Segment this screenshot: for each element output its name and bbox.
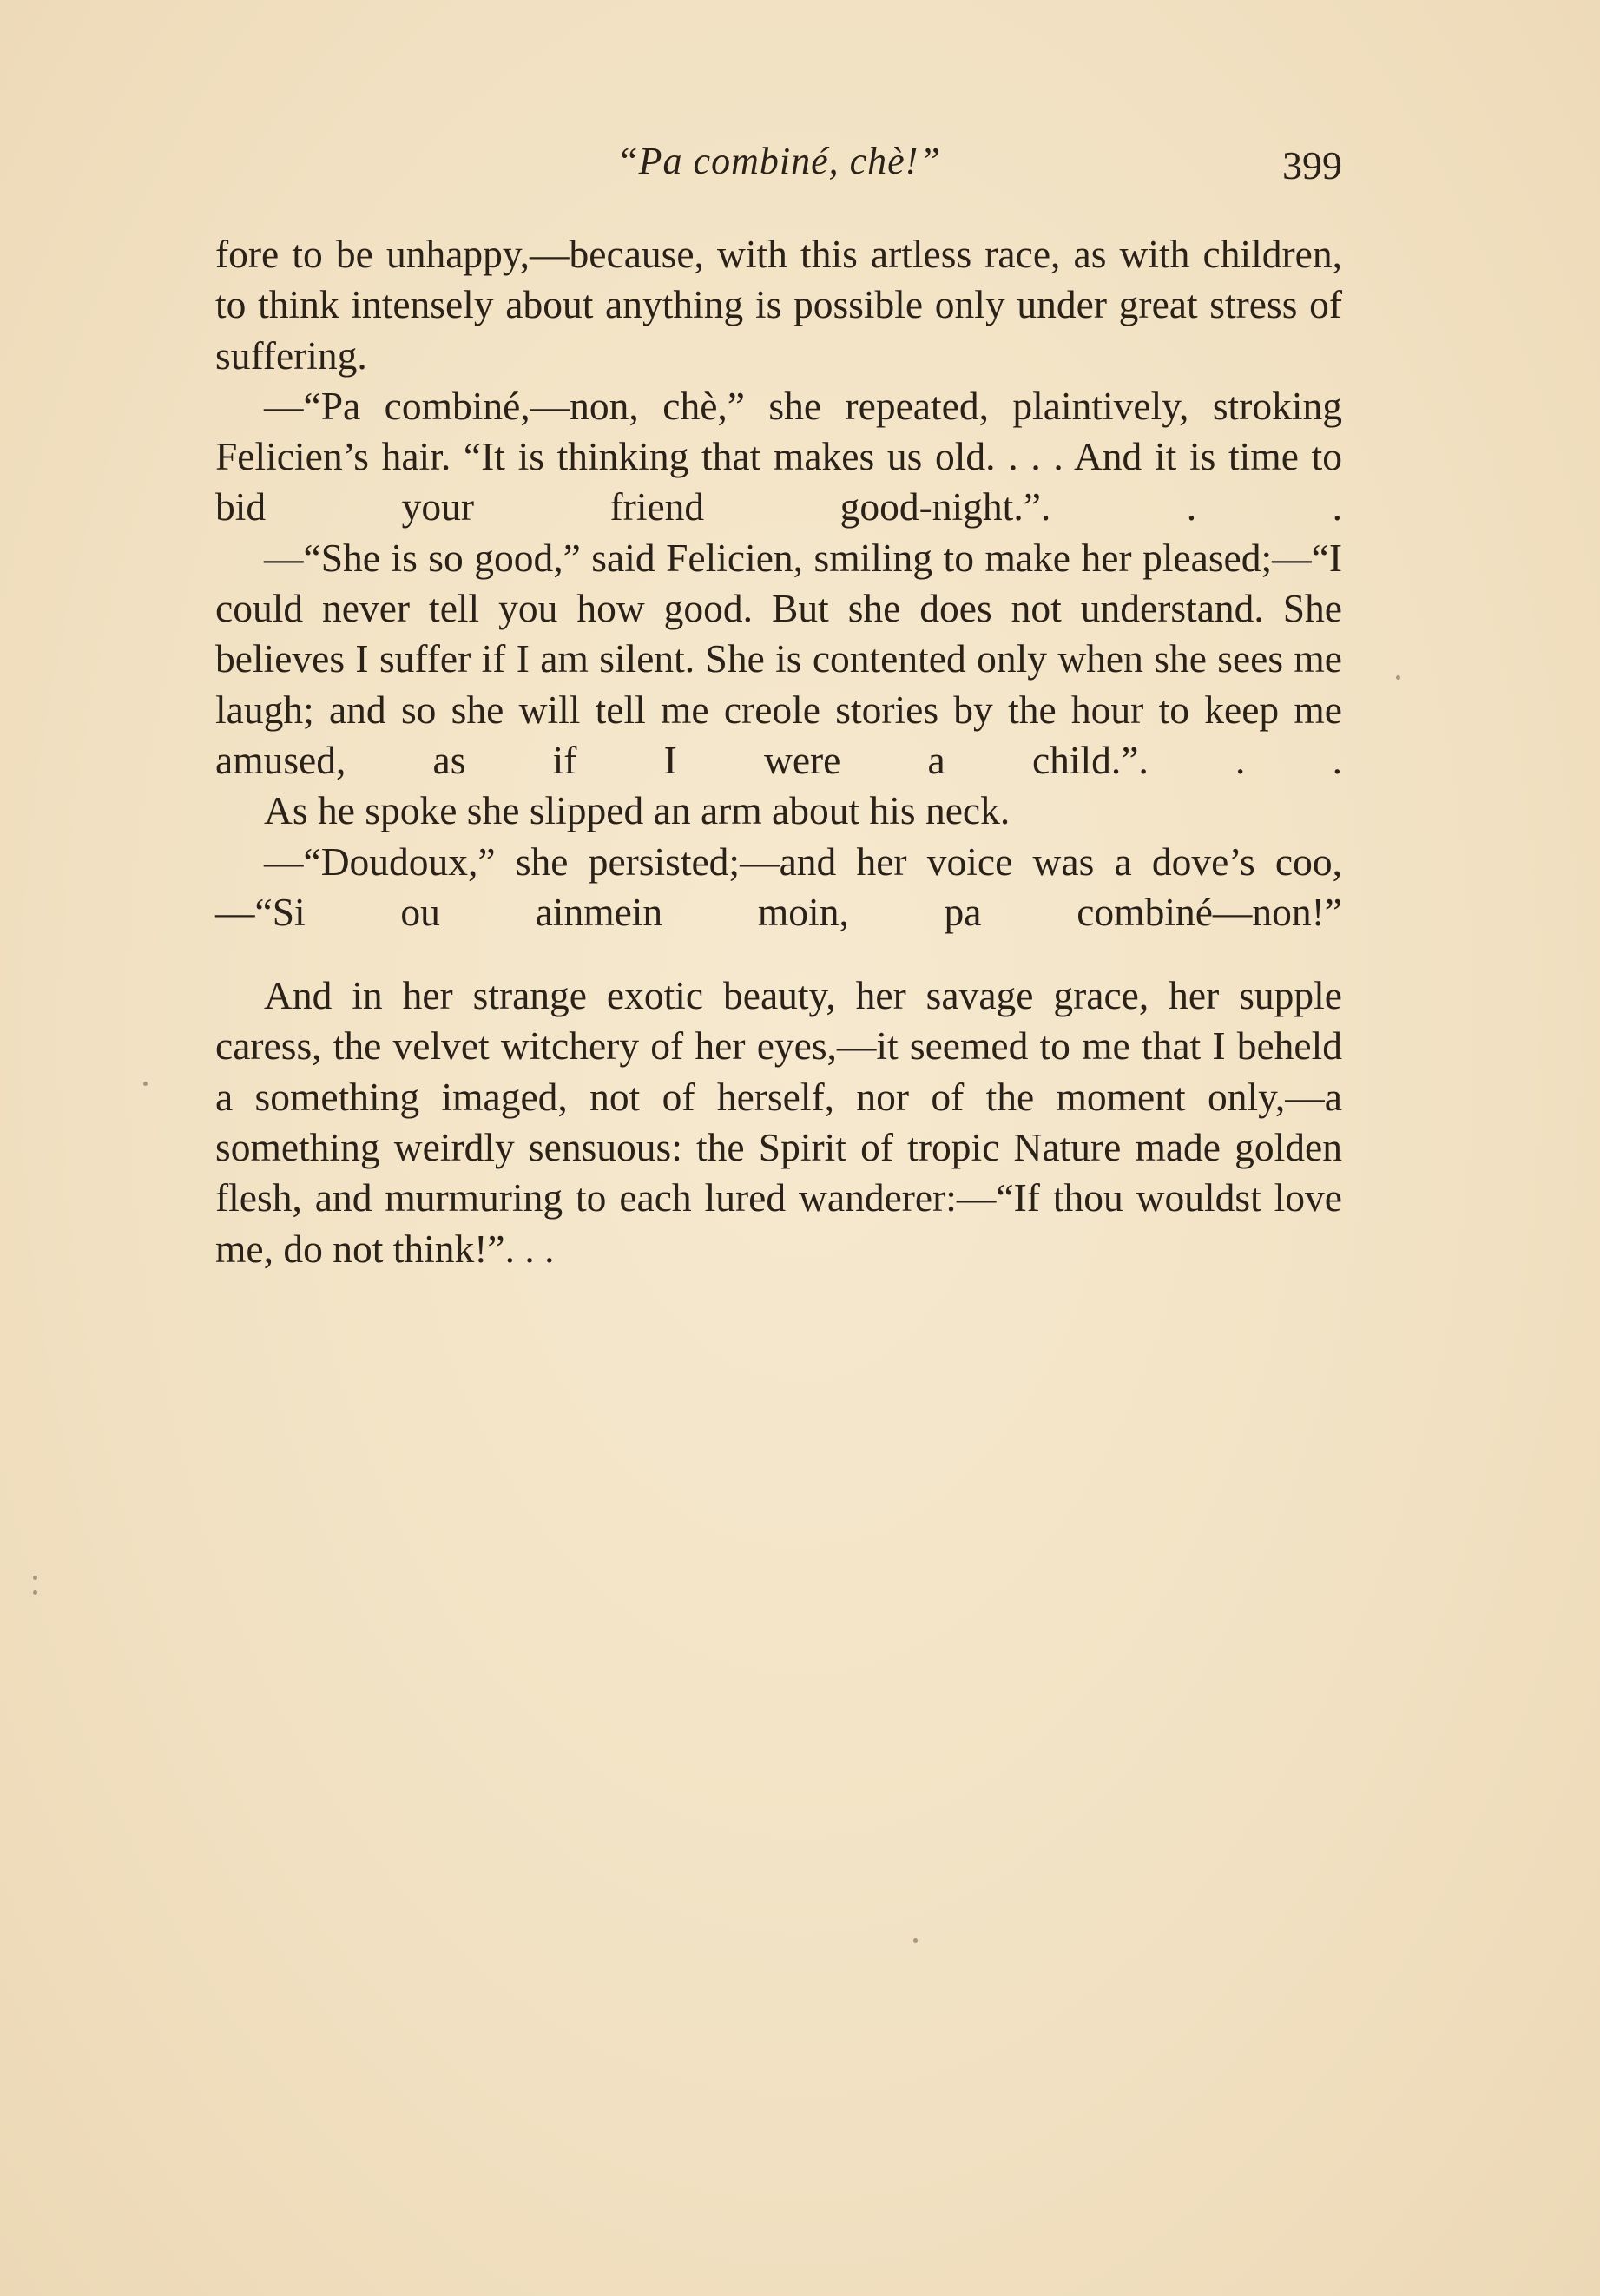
paragraph-3: —“She is so good,” said Felicien, smiling to make her pleased;—“I could never tell you how good. But she does not understand. She believes I suffer if I am silent. She is contented only when she sees me laugh; and so she will tell me creole stories by the hour to keep me amused, as if I were a child.”. . . [215, 535, 1342, 782]
paragraph-2: —“Pa combiné,—non, chè,” she repeated, plaintively, stroking Felicien’s hair. “It is thinking that makes us old. . . . And it is time to bid your friend good-night.”. . . [215, 383, 1342, 530]
running-title: “Pa combiné, chè!” [616, 140, 941, 182]
paper-speck [33, 1590, 37, 1595]
paper-speck [913, 1938, 918, 1943]
paper-speck [143, 1082, 148, 1086]
body-text [215, 229, 1342, 1274]
paragraph-5: —“Doudoux,” she persisted;—and her voice was a dove’s coo,—“Si ou ainmein moin, pa combiné—non!” [215, 839, 1342, 934]
paper-speck [33, 1576, 37, 1580]
paper-speck [1396, 675, 1400, 680]
page-header [215, 139, 1342, 200]
page-number: 399 [1282, 143, 1342, 187]
paragraph-1: fore to be unhappy,—because, with this artless race, as with children, to think intensely about anything is possible only under great stress of suffering. [215, 232, 1342, 378]
paragraph-6: And in her strange exotic beauty, her savage grace, her supple caress, the velvet witchery of her eyes,—it seemed to me that I beheld a something imaged, not of herself, nor of the moment only,—a something weirdly sensuous: the Spirit of tropic Nature made golden flesh, and murmuring to each lured wanderer:—“If thou wouldst love me, do not think!”. . . [215, 973, 1342, 1271]
paragraph-4: As he spoke she slipped an arm about his neck. [264, 788, 1011, 833]
